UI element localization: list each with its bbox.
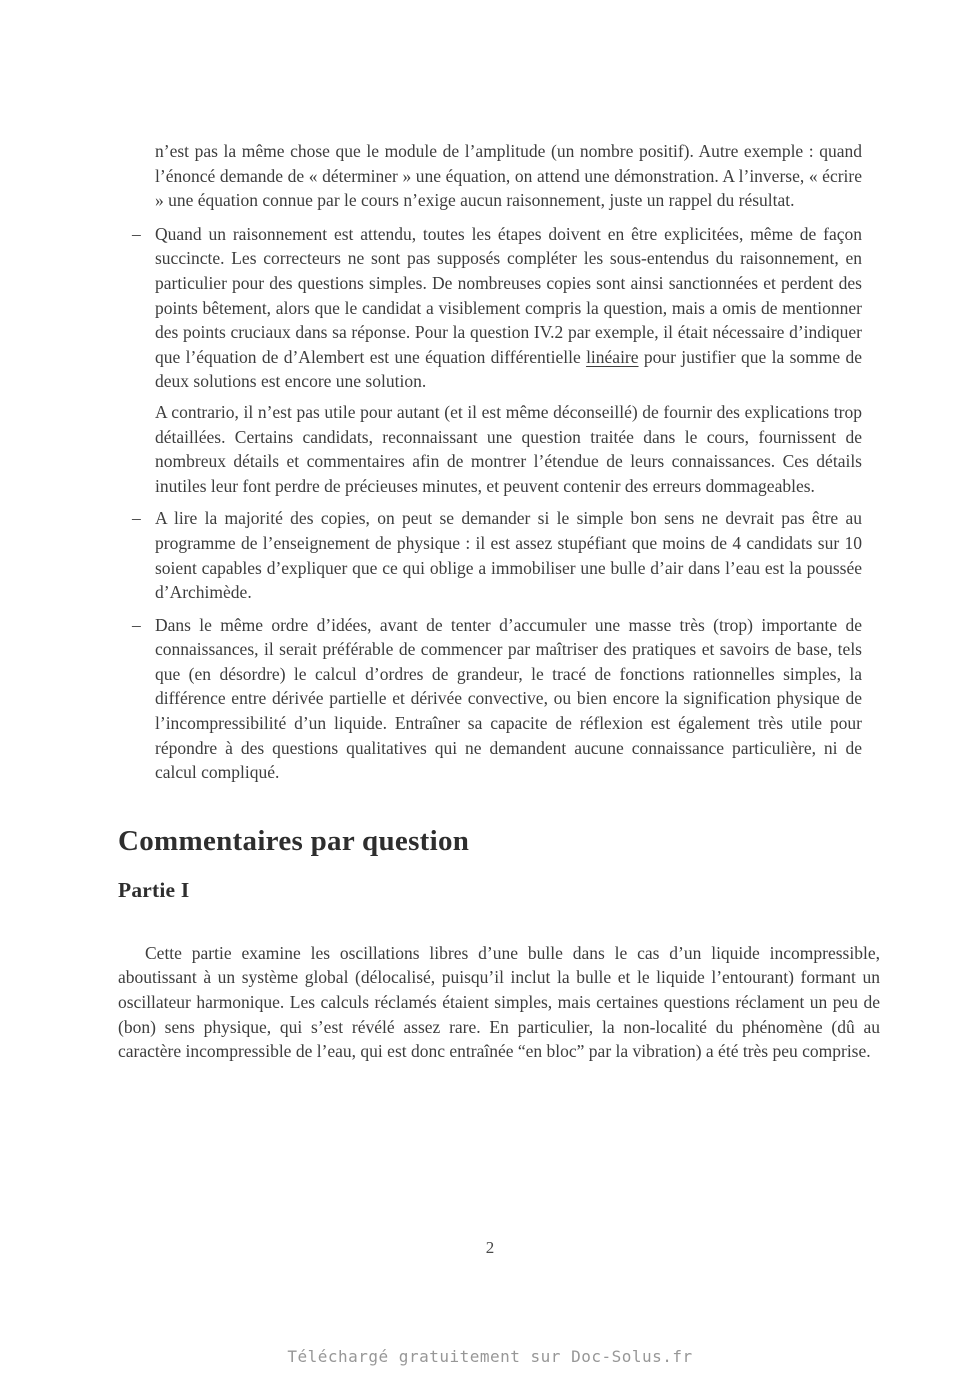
bullet-2-paragraph: A lire la majorité des copies, on peut se demander si le simple bon sens ne devrait pas être au programme de l’enseignement de physique : il est assez stupéfiant que moins de 4 candidats sur 10 soient capables d’expliquer que ce qui oblige a immobiliser une bulle d’air dans l’eau est la poussée d’Archimède. [155, 508, 862, 603]
download-footer: Téléchargé gratuitement sur Doc-Solus.fr [287, 1347, 693, 1366]
bullet-dash: – [132, 614, 141, 635]
bullet-item-3 [132, 613, 862, 785]
text-column [118, 139, 880, 1064]
bullet-1-underlined-word: linéaire [586, 346, 639, 367]
bullet-dash: – [132, 508, 141, 529]
bullet-1-text-after: pour justifier que la somme de deux solutions est encore une solution. [155, 346, 862, 392]
bullet-1-continuation-paragraph: A contrario, il n’est pas utile pour autant (et il est même déconseillé) de fournir des explications trop détaillées. Certains candidats, reconnaissant une question traitée dans le cours, fournissent de nombreux détails et commentaires afin de montrer l’étendue de leurs connaissances. Ces détails inutiles leur font perdre de précieuses minutes, et peuvent contenir des erreurs dommageables. [155, 401, 862, 496]
bullet-1-paragraph [155, 222, 862, 394]
bullet-3-paragraph: Dans le même ordre d’idées, avant de tenter d’accumuler une masse très (trop) importante de connaissances, il serait préférable de commencer par maîtriser des pratiques et savoirs de base, tels que (en désordre) le calcul d’ordres de grandeur, le tracé de fonctions rationnelles simples, la différence entre dérivée partielle et dérivée convective, ou bien encore la signification physique de l’incompressibilité d’un liquide. Entraîner sa capacite de réflexion est également très utile pour répondre à des questions qualitatives qui ne demandent aucune connaissance particulière, ni de calcul compliqué. [155, 614, 862, 783]
bullet-dash: – [132, 223, 141, 244]
bullet-item-1 [132, 222, 862, 499]
bullet-1-text-before: Quand un raisonnement est attendu, toutes les étapes doivent en être explicitées, même de façon succincte. Les correcteurs ne sont pas supposés compléter les sous-entendus du raisonnement, en particulier pour des questions simples. De nombreuses copies sont ainsi sanctionnées et perdent des points bêtement, alors que le candidat a visiblement compris la question, mais a omis de mentionner des points cruciaux dans sa réponse. Pour la question IV.2 par exemple, il était nécessaire d’indiquer que l’équation de d’Alembert est une équation différentielle [155, 223, 862, 367]
intro-paragraph: n’est pas la même chose que le module de l’amplitude (un nombre positif). Autre exemple : quand l’énoncé demande de « déterminer » une équation, on attend une démonstration. A l’inverse, « écrire » une équation connue par le cours n’exige aucun raisonnement, juste un rappel du résultat. [155, 141, 862, 211]
partie1-paragraph: Cette partie examine les oscillations libres d’une bulle dans le cas d’un liquide incompressible, aboutissant à un système global (délocalisé, puisqu’il inclut la bulle et le liquide l’entourant) formant un oscillateur harmonique. Les calculs réclamés étaient simples, mais certaines questions réclament un peu de (bon) sens physique, qui s’est révélé assez rare. En particulier, la non-localité du phénomène (dû au caractère incompressible de l’eau, qui est donc entraînée “en bloc” par la vibration) a été très peu comprise. [118, 942, 880, 1062]
page-number: 2 [485, 1238, 495, 1257]
subsection-heading: Partie I [118, 877, 190, 902]
bullet-item-2 [132, 506, 862, 604]
section-heading: Commentaires par question [118, 824, 470, 857]
